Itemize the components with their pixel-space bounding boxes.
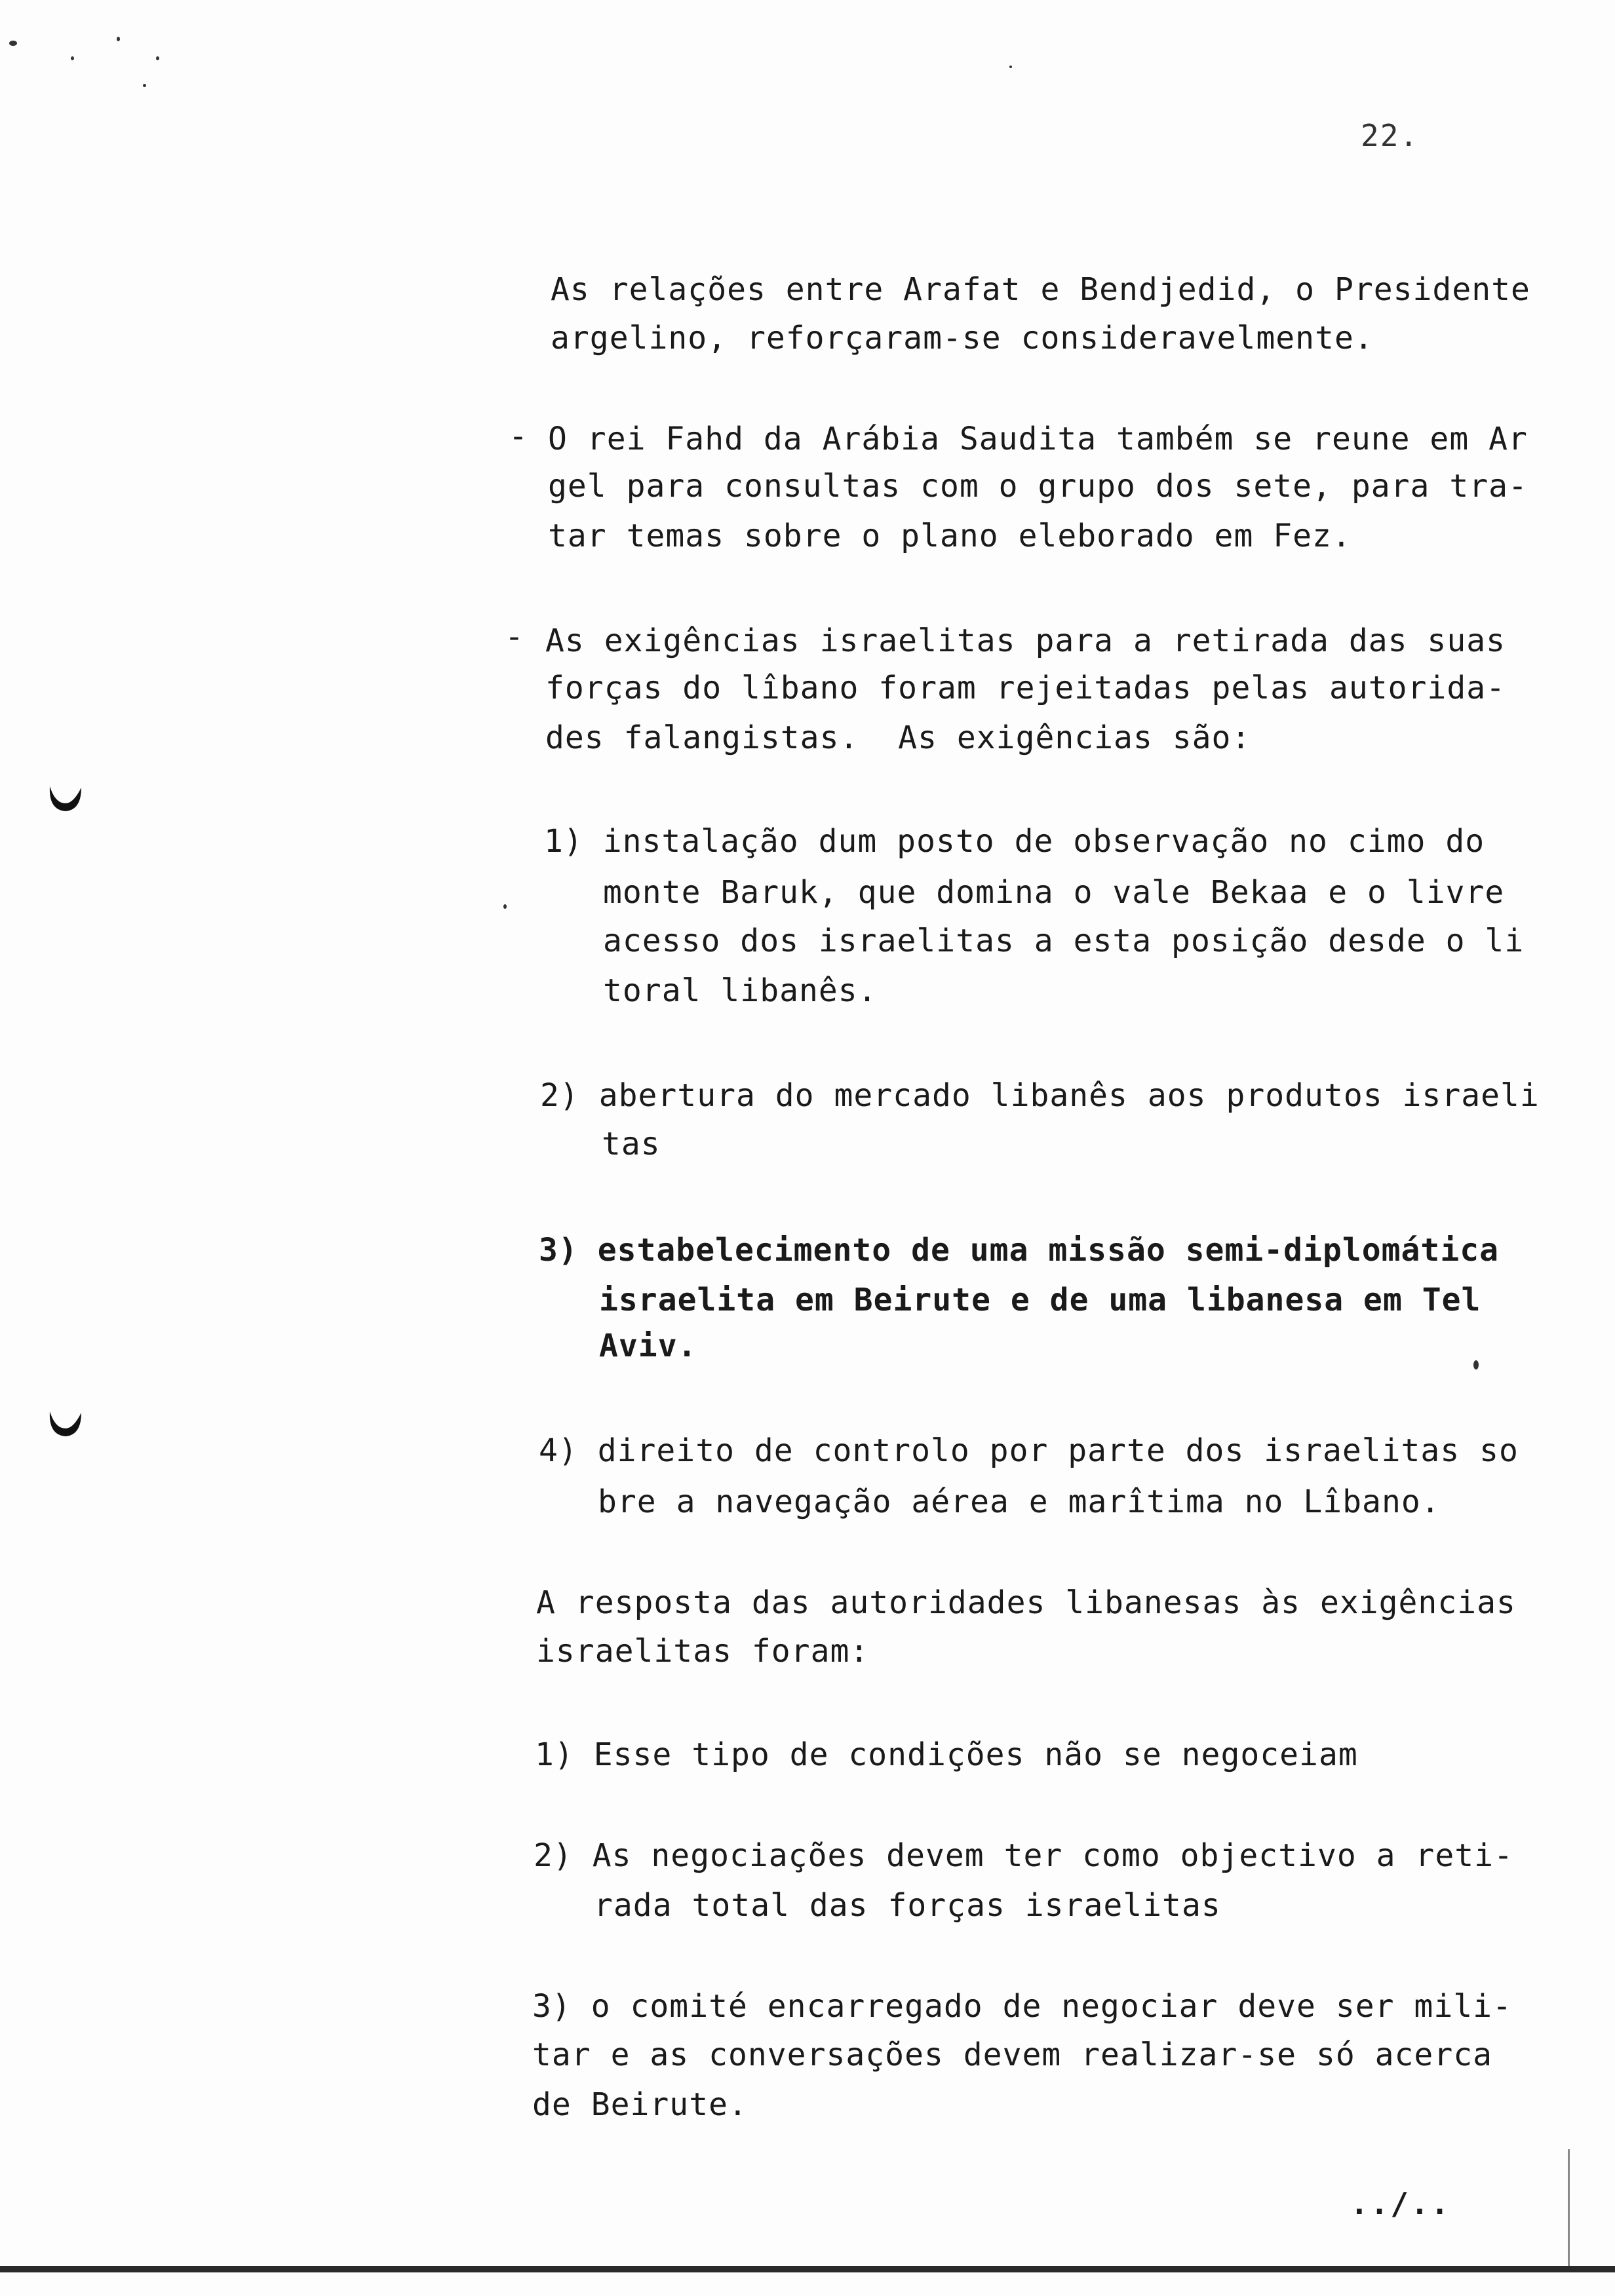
scan-speck bbox=[1009, 66, 1012, 68]
continuation-mark: ../.. bbox=[1350, 2186, 1451, 2221]
page-edge-shadow bbox=[1568, 2149, 1586, 2267]
scan-speck bbox=[156, 56, 159, 60]
bullet-dash: - bbox=[505, 619, 524, 655]
list-item-line: tar e as conversações devem realizar-se só acerca bbox=[532, 2037, 1493, 2073]
list-item-line: Aviv. bbox=[599, 1328, 697, 1364]
scan-speck bbox=[9, 41, 17, 46]
list-item-line: 3) o comité encarregado de negociar deve ser mili- bbox=[532, 1988, 1512, 2025]
scan-speck bbox=[143, 84, 146, 87]
text-line: As relações entre Arafat e Bendjedid, o Presidente bbox=[551, 271, 1530, 308]
list-item-line: tas bbox=[602, 1126, 661, 1162]
list-item-line: 2) As negociações devem ter como objectivo a reti- bbox=[534, 1837, 1513, 1874]
bullet-dash: - bbox=[509, 418, 528, 455]
text-line: israelitas foram: bbox=[536, 1633, 870, 1670]
page-number: 22. bbox=[1361, 118, 1420, 153]
list-item-line: acesso dos israelitas a esta posição desde o li bbox=[603, 923, 1525, 959]
list-item-line: 1) Esse tipo de condições não se negoceiam bbox=[535, 1736, 1358, 1773]
list-item-line: 2) abertura do mercado libanês aos produtos israeli bbox=[540, 1077, 1540, 1114]
text-line: tar temas sobre o plano eleborado em Fez. bbox=[548, 518, 1352, 554]
scan-speck bbox=[117, 37, 120, 41]
text-line: argelino, reforçaram-se consideravelmente. bbox=[551, 320, 1374, 356]
scan-speck bbox=[1473, 1360, 1479, 1369]
text-line: O rei Fahd da Arábia Saudita também se reune em Ar bbox=[548, 421, 1528, 457]
list-item-line: rada total das forças israelitas bbox=[594, 1887, 1221, 1924]
scan-speck bbox=[71, 56, 74, 60]
list-item-line: 3) estabelecimento de uma missão semi-diplomática bbox=[539, 1232, 1500, 1269]
punch-hole-icon bbox=[47, 784, 84, 814]
text-line: des falangistas. As exigências são: bbox=[545, 719, 1251, 756]
list-item-line: monte Baruk, que domina o vale Bekaa e o livre bbox=[603, 874, 1505, 911]
list-item-line: bre a navegação aérea e marîtima no Lîbano. bbox=[598, 1483, 1441, 1520]
text-line: As exigências israelitas para a retirada das suas bbox=[545, 622, 1506, 659]
scan-speck bbox=[503, 904, 507, 909]
list-item-line: israelita em Beirute e de uma libanesa em Tel bbox=[599, 1282, 1481, 1318]
punch-hole-icon bbox=[47, 1409, 84, 1439]
text-line: forças do lîbano foram rejeitadas pelas autorida- bbox=[545, 670, 1506, 706]
list-item-line: 4) direito de controlo por parte dos israelitas so bbox=[539, 1432, 1519, 1469]
list-item-line: toral libanês. bbox=[603, 972, 878, 1009]
text-line: A resposta das autoridades libanesas às exigências bbox=[536, 1584, 1516, 1621]
text-line: gel para consultas com o grupo dos sete, para tra- bbox=[548, 468, 1528, 505]
bottom-scan-edge bbox=[0, 2266, 1615, 2272]
list-item-line: 1) instalação dum posto de observação no cimo do bbox=[544, 823, 1485, 860]
list-item-line: de Beirute. bbox=[532, 2086, 748, 2123]
